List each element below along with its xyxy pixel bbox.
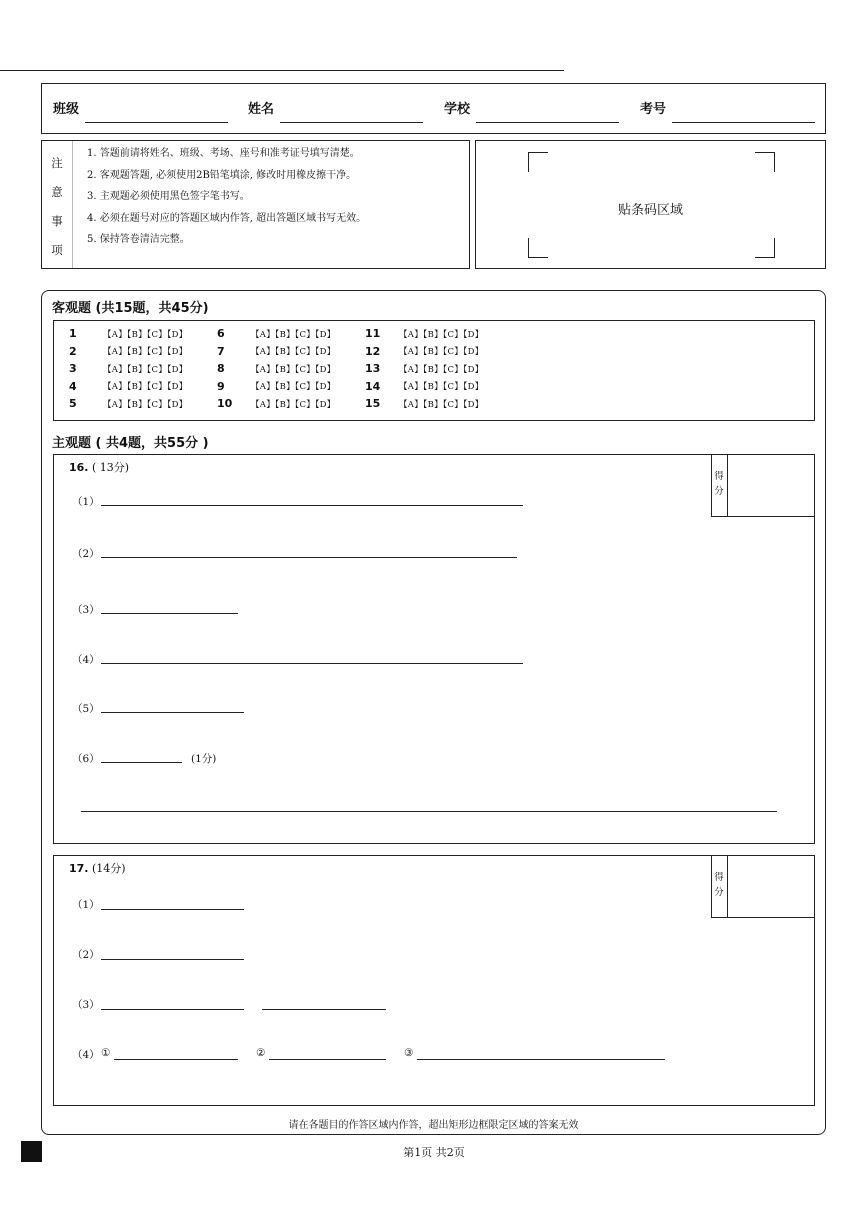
mc-question-row[interactable] (69, 325, 188, 343)
sub-question-note: (1分) (191, 753, 217, 765)
mc-question-number: 8 (217, 362, 225, 376)
mc-question-number: 13 (365, 362, 381, 376)
barcode-corner-mark (755, 152, 775, 172)
circled-marker: ③ (404, 1047, 414, 1059)
mc-question-row[interactable] (365, 378, 484, 396)
answer-line[interactable] (101, 663, 523, 664)
mc-question-row[interactable] (365, 395, 484, 413)
mc-options[interactable]: 【A】【B】【C】【D】 (103, 364, 188, 375)
mc-question-row[interactable] (217, 343, 336, 361)
notice-list (87, 143, 366, 251)
mc-question-number: 3 (69, 362, 77, 376)
mc-question-row[interactable] (217, 395, 336, 413)
mc-question-row[interactable] (365, 360, 484, 378)
score-box[interactable] (711, 454, 815, 517)
barcode-corner-mark (755, 238, 775, 258)
barcode-corner-mark (528, 152, 548, 172)
answer-line[interactable] (81, 811, 777, 812)
mc-options[interactable]: 【A】【B】【C】【D】 (103, 347, 188, 358)
mc-question-number: 12 (365, 344, 381, 358)
question-16-title (69, 459, 129, 475)
answer-line[interactable] (114, 1059, 238, 1060)
mc-options[interactable]: 【A】【B】【C】【D】 (399, 329, 484, 340)
mc-question-number: 15 (365, 397, 381, 411)
score-label-char: 分 (714, 887, 724, 898)
question-points: (14分) (92, 862, 126, 875)
answer-line[interactable] (101, 712, 244, 713)
mc-question-number: 7 (217, 344, 225, 358)
notice-item: 2. 客观题答题, 必须使用2B铅笔填涂, 修改时用橡皮擦干净。 (87, 169, 357, 181)
answer-line[interactable] (101, 613, 238, 614)
notice-divider (72, 141, 73, 268)
notice-box (41, 140, 470, 269)
mc-column (365, 325, 484, 413)
answer-line[interactable] (262, 1009, 386, 1010)
sub-question-label: （6） (72, 753, 100, 765)
mc-column (69, 325, 188, 413)
notice-side-char: 项 (51, 243, 63, 257)
mc-options[interactable]: 【A】【B】【C】【D】 (251, 329, 336, 340)
sub-question-label: （4） (72, 654, 100, 666)
mc-question-number: 2 (69, 344, 77, 358)
mc-options[interactable]: 【A】【B】【C】【D】 (399, 364, 484, 375)
mc-options[interactable]: 【A】【B】【C】【D】 (251, 399, 336, 410)
mc-question-row[interactable] (217, 325, 336, 343)
exam-number-field[interactable] (672, 122, 815, 123)
answer-line[interactable] (101, 959, 244, 960)
score-box-label (712, 870, 726, 900)
mc-options[interactable]: 【A】【B】【C】【D】 (251, 347, 336, 358)
mc-question-row[interactable] (69, 360, 188, 378)
mc-options[interactable]: 【A】【B】【C】【D】 (399, 399, 484, 410)
mc-options[interactable]: 【A】【B】【C】【D】 (399, 382, 484, 393)
mc-question-row[interactable] (365, 343, 484, 361)
mc-question-number: 9 (217, 379, 225, 393)
circled-marker: ② (256, 1047, 266, 1059)
barcode-box (475, 140, 826, 269)
student-info-box (41, 83, 826, 134)
mc-question-number: 1 (69, 327, 77, 341)
score-label-char: 得 (714, 471, 724, 482)
answer-line[interactable] (101, 909, 244, 910)
mc-question-number: 4 (69, 379, 77, 393)
score-divider (727, 855, 728, 917)
circled-marker: ① (101, 1047, 111, 1059)
mc-options[interactable]: 【A】【B】【C】【D】 (103, 329, 188, 340)
score-label-char: 得 (714, 872, 724, 883)
top-rule (0, 70, 564, 71)
mc-question-row[interactable] (69, 343, 188, 361)
sub-question-label: （2） (72, 548, 100, 560)
mc-question-number: 5 (69, 397, 77, 411)
mc-question-row[interactable] (69, 378, 188, 396)
question-number: 17. (69, 862, 89, 875)
notice-side-char: 事 (51, 214, 63, 228)
score-label-char: 分 (714, 486, 724, 497)
sub-question-label: （1） (72, 496, 100, 508)
score-divider (727, 454, 728, 516)
barcode-corner-mark (528, 238, 548, 258)
mc-options[interactable]: 【A】【B】【C】【D】 (251, 364, 336, 375)
sub-question-label: （3） (72, 999, 100, 1011)
answer-line[interactable] (101, 557, 517, 558)
mc-question-number: 6 (217, 327, 225, 341)
notice-item: 4. 必须在题号对应的答题区域内作答, 超出答题区域书写无效。 (87, 212, 367, 224)
mc-question-row[interactable] (365, 325, 484, 343)
school-field[interactable] (476, 122, 619, 123)
question-17-title (69, 860, 126, 876)
score-box[interactable] (711, 855, 815, 918)
question-number: 16. (69, 461, 89, 474)
question-17-box (53, 855, 815, 1106)
answer-line[interactable] (101, 505, 523, 506)
question-points: ( 13分) (92, 461, 130, 474)
mc-options[interactable]: 【A】【B】【C】【D】 (399, 347, 484, 358)
sub-question-label: （5） (72, 703, 100, 715)
mc-question-number: 10 (217, 397, 233, 411)
notice-side-title (48, 149, 66, 265)
notice-side-char: 注 (51, 156, 63, 170)
barcode-area-label: 贴条码区域 (617, 203, 683, 218)
mc-question-number: 11 (365, 327, 381, 341)
notice-item: 5. 保持答卷清洁完整。 (87, 234, 190, 246)
name-label: 姓名 (248, 102, 275, 117)
mc-question-row[interactable] (217, 378, 336, 396)
mc-options[interactable]: 【A】【B】【C】【D】 (103, 382, 188, 393)
objective-section-title: 客观题 (共15题，共45分) (52, 301, 209, 316)
answer-line[interactable] (269, 1059, 386, 1060)
answer-line[interactable] (101, 762, 182, 763)
mc-question-row[interactable] (217, 360, 336, 378)
name-field[interactable] (280, 122, 423, 123)
sub-question-label: （4） (72, 1049, 100, 1061)
boundary-warning: 请在各题目的作答区域内作答，超出矩形边框限定区域的答案无效 (288, 1120, 579, 1131)
page-number: 第1页 共2页 (403, 1146, 465, 1159)
notice-item: 1. 答题前请将姓名、班级、考场、座号和准考证号填写清楚。 (87, 148, 360, 159)
mc-question-number: 14 (365, 379, 381, 393)
notice-item: 3. 主观题必须使用黑色签字笔书写。 (87, 191, 250, 203)
alignment-marker (21, 1141, 42, 1162)
question-16-box (53, 454, 815, 844)
mc-column (217, 325, 336, 413)
sub-question-label: （1） (72, 899, 100, 911)
school-label: 学校 (444, 102, 471, 117)
subjective-section-title: 主观题 ( 共4题，共55分 ) (52, 436, 209, 451)
exam-number-label: 考号 (640, 102, 667, 117)
notice-side-char: 意 (51, 185, 63, 199)
class-label: 班级 (53, 102, 80, 117)
objective-answer-grid (53, 320, 815, 421)
sub-question-label: （2） (72, 949, 100, 961)
mc-question-row[interactable] (69, 395, 188, 413)
mc-options[interactable]: 【A】【B】【C】【D】 (103, 399, 188, 410)
sub-question-label: （3） (72, 604, 100, 616)
mc-options[interactable]: 【A】【B】【C】【D】 (251, 382, 336, 393)
answer-line[interactable] (101, 1009, 244, 1010)
score-box-label (712, 469, 726, 499)
class-field[interactable] (85, 122, 228, 123)
answer-line[interactable] (417, 1059, 665, 1060)
